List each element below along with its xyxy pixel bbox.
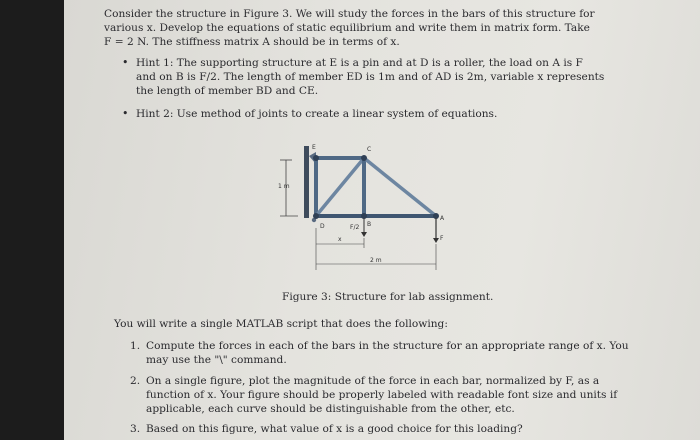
- member-DC: [316, 158, 364, 216]
- hint1-bullet: •: [122, 56, 129, 69]
- task-2-line-2: function of x. Your figure should be properly labeled with readable font size and units if: [146, 389, 618, 401]
- task-1-line-1: Compute the forces in each of the bars in the structure for an appropriate range of x. You: [146, 340, 629, 352]
- hint1-line-1: Hint 1: The supporting structure at E is a pin and at D is a roller, the load on A is F: [136, 57, 583, 69]
- hint1-line-3: the length of member BD and CE.: [136, 85, 319, 97]
- task-2-line-1: On a single figure, plot the magnitude of the force in each bar, normalized by F, as a: [146, 375, 600, 387]
- label-E: E: [312, 144, 316, 151]
- wall-support: [304, 146, 309, 218]
- document-page: [64, 0, 700, 440]
- truss-figure: [264, 136, 504, 276]
- hint1-line-2: and on B is F/2. The length of member ED is 1m and of AD is 2m, variable x represents: [136, 71, 605, 83]
- label-C: C: [367, 146, 372, 153]
- load-A-arrowhead: [433, 238, 439, 243]
- label-half-F: F/2: [350, 224, 360, 231]
- intro-line-3: F = 2 N. The stiffness matrix A should be in terms of x.: [104, 36, 400, 48]
- hint2-line: Hint 2: Use method of joints to create a linear system of equations.: [136, 108, 498, 120]
- task-3-number: 3.: [130, 423, 141, 435]
- joint-C: [361, 155, 367, 161]
- task-1-number: 1.: [130, 340, 141, 352]
- task-2-line-3: applicable, each curve should be distinguishable from the other, etc.: [146, 403, 515, 415]
- figure-caption: Figure 3: Structure for lab assignment.: [282, 291, 494, 303]
- intro-line-2: various x. Develop the equations of static equilibrium and write them in matrix form. Take: [104, 22, 590, 34]
- label-2m: 2 m: [370, 257, 382, 264]
- task-2-number: 2.: [130, 375, 141, 387]
- task-1-line-2: may use the "\" command.: [146, 354, 287, 366]
- intro-line-1: Consider the structure in Figure 3. We will study the forces in the bars of this structure for: [104, 8, 595, 20]
- task-3-line-1: Based on this figure, what value of x is a good choice for this loading?: [146, 423, 523, 435]
- label-1m: 1 m: [278, 183, 290, 190]
- joint-D: [313, 213, 319, 219]
- label-F: F: [440, 235, 444, 242]
- label-D: D: [320, 223, 325, 230]
- label-x: x: [338, 236, 342, 243]
- joint-E: [313, 155, 319, 161]
- label-A: A: [440, 215, 445, 222]
- hint2-bullet: •: [122, 107, 129, 120]
- tasks-intro: You will write a single MATLAB script that does the following:: [114, 318, 448, 330]
- label-B: B: [367, 221, 372, 228]
- member-CA: [364, 158, 436, 216]
- load-B-arrowhead: [361, 232, 367, 237]
